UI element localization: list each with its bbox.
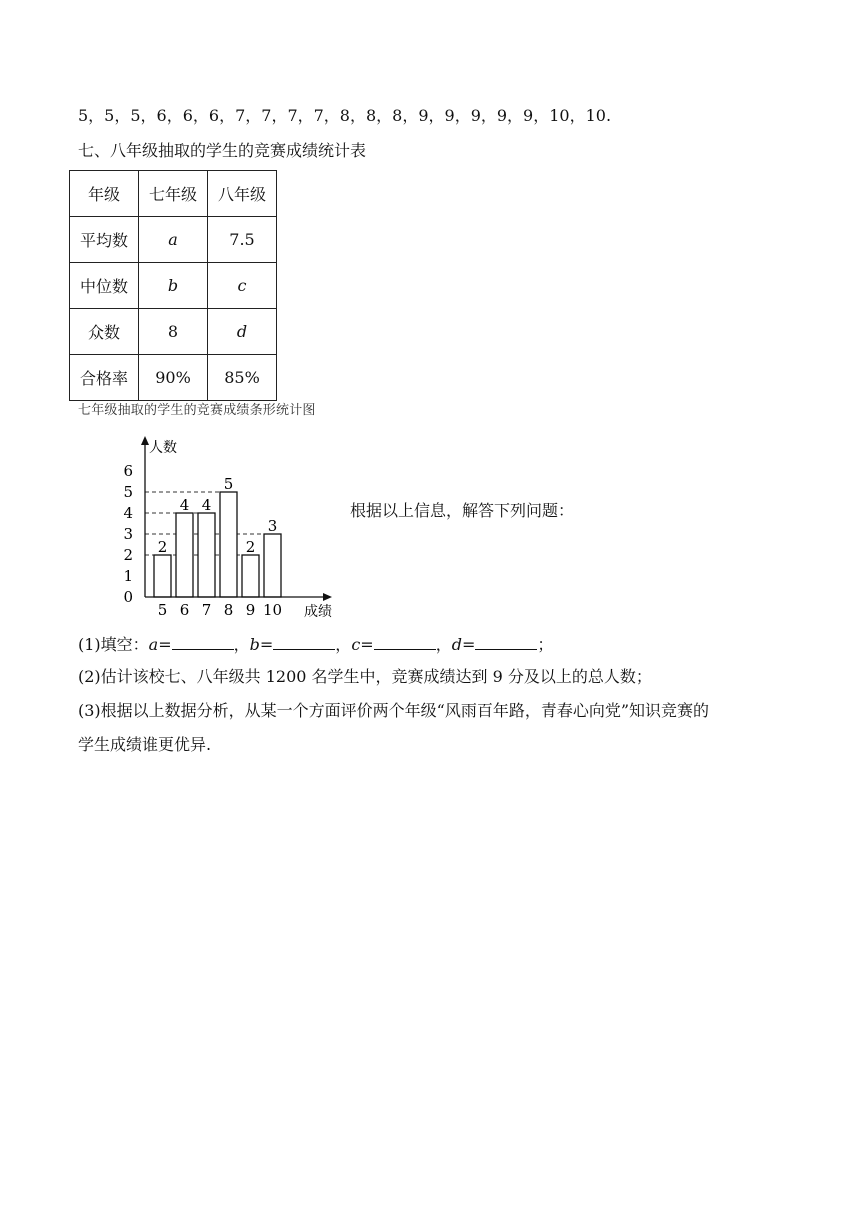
- y-axis-label: 人数: [149, 440, 177, 456]
- row-label-median: 中位数: [70, 263, 139, 309]
- question-3-line-2: 学生成绩谁更优异.: [78, 735, 212, 754]
- question-2: (2)估计该校七、八年级共 1200 名学生中，竞赛成绩达到 9 分及以上的总人数；: [78, 667, 652, 686]
- header-cell-grade7: 七年级: [139, 171, 208, 217]
- equals-sign: =: [461, 635, 476, 654]
- bar: [198, 513, 215, 597]
- y-tick-label: 0: [123, 588, 133, 606]
- table-row: [70, 217, 277, 263]
- bar-value-label: 5: [223, 475, 234, 493]
- bar: [220, 492, 237, 597]
- header-cell-grade8: 八年级: [208, 171, 277, 217]
- question-3-line-1: (3)根据以上数据分析，从某一个方面评价两个年级“风雨百年路，青春心向党”知识竞赛的: [78, 701, 710, 720]
- x-tick-label: 7: [201, 601, 212, 619]
- answer-blank-b[interactable]: [273, 635, 335, 650]
- x-tick-label: 10: [262, 601, 283, 619]
- cell-mean-grade7: a: [139, 217, 208, 263]
- bar-value-label: 4: [179, 496, 190, 514]
- prompt-text: 根据以上信息，解答下列问题：: [350, 501, 575, 520]
- blank-var-c: c: [351, 635, 361, 654]
- table-row: [70, 309, 277, 355]
- x-tick-label: 9: [245, 601, 256, 619]
- chart-caption: 七年级抽取的学生的竞赛成绩条形统计图: [78, 403, 316, 418]
- header-cell-grade: 年级: [70, 171, 139, 217]
- equals-sign: =: [259, 635, 274, 654]
- blank-var-d: d: [451, 635, 462, 654]
- row-label-mode: 众数: [70, 309, 139, 355]
- cell-mean-grade8: 7.5: [208, 217, 277, 263]
- y-tick-label: 5: [123, 483, 133, 501]
- answer-blank-c[interactable]: [374, 635, 436, 650]
- separator: ，: [435, 635, 452, 654]
- x-axis-label: 成绩: [304, 604, 332, 620]
- separator: ；: [537, 635, 554, 654]
- stats-table: [69, 170, 277, 401]
- bar-value-label: 2: [157, 538, 168, 556]
- bar-value-label: 4: [201, 496, 212, 514]
- score-data-line: 5，5，5，6，6，6，7，7，7，7，8，8，8，9，9，9，9，9，10，10.: [78, 106, 612, 125]
- separator: ，: [233, 635, 250, 654]
- table-row: [70, 355, 277, 401]
- x-tick-label: 6: [179, 601, 190, 619]
- table-title: 七、八年级抽取的学生的竞赛成绩统计表: [78, 141, 367, 160]
- bar-value-label: 2: [245, 538, 256, 556]
- table-row: [70, 263, 277, 309]
- row-label-mean: 平均数: [70, 217, 139, 263]
- y-tick-label: 2: [123, 546, 133, 564]
- equals-sign: =: [360, 635, 374, 654]
- bar: [264, 534, 281, 597]
- cell-mode-grade7: 8: [139, 309, 208, 355]
- x-tick-label: 8: [223, 601, 234, 619]
- equals-sign: =: [158, 635, 172, 654]
- bar: [154, 555, 171, 597]
- y-axis-arrow-icon: [141, 436, 149, 445]
- y-tick-label: 1: [123, 567, 133, 585]
- blank-var-b: b: [249, 635, 260, 654]
- table-header-row: [70, 171, 277, 217]
- answer-blank-a[interactable]: [172, 635, 234, 650]
- y-tick-label: 3: [123, 525, 133, 543]
- x-axis-arrow-icon: [323, 593, 332, 601]
- answer-blank-d[interactable]: [475, 635, 537, 650]
- cell-mode-grade8: d: [208, 309, 277, 355]
- y-tick-label: 4: [123, 504, 133, 522]
- bar: [242, 555, 259, 597]
- question-1: [78, 634, 553, 656]
- y-tick-label: 6: [123, 462, 133, 480]
- cell-median-grade7: b: [139, 263, 208, 309]
- bar-value-label: 3: [267, 517, 278, 535]
- row-label-pass-rate: 合格率: [70, 355, 139, 401]
- question-1-prefix: (1)填空：: [78, 635, 149, 654]
- bar-chart: [110, 430, 350, 625]
- cell-pass-grade8: 85%: [208, 355, 277, 401]
- cell-pass-grade7: 90%: [139, 355, 208, 401]
- x-tick-label: 5: [157, 601, 168, 619]
- bar: [176, 513, 193, 597]
- blank-var-a: a: [148, 635, 159, 654]
- separator: ，: [335, 635, 352, 654]
- cell-median-grade8: c: [208, 263, 277, 309]
